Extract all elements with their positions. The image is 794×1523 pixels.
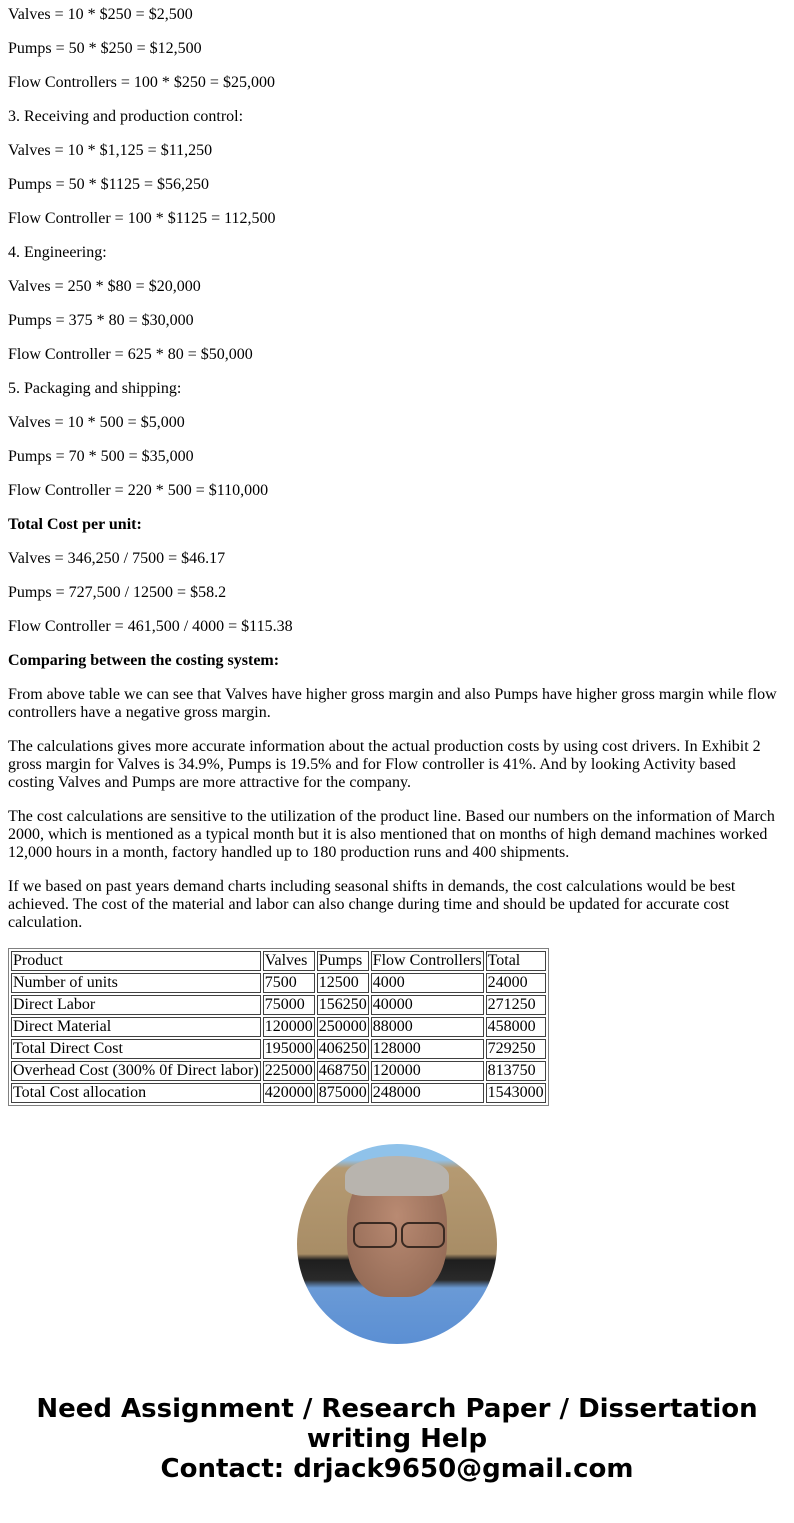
table-cell: 128000 [371, 1039, 484, 1059]
table-row [11, 1039, 546, 1059]
calc-line: 3. Receiving and production control: [8, 108, 244, 125]
paragraph: The calculations gives more accurate information about the actual production costs by using cost drivers. In Exhibit 2 gross margin for Valves is 34.9%, Pumps is 19.5% and for Flow controller is 41%. And by looking Activity based costing Valves and Pumps are more attractive for the company. [8, 738, 761, 791]
table-cell: 729250 [486, 1039, 546, 1059]
table-cell: 1543000 [487, 1084, 544, 1101]
calc-line: 4. Engineering: [8, 244, 107, 261]
total-line: Flow Controller = 461,500 / 4000 = $115.38 [8, 618, 293, 635]
table-cell: 248000 [371, 1083, 484, 1103]
total-cost-lines [8, 550, 786, 636]
table-cell: 7500 [263, 973, 315, 993]
table-row [11, 1083, 546, 1103]
table-cell: 12500 [317, 973, 369, 993]
calc-line: Valves = 10 * 500 = $5,000 [8, 414, 185, 431]
author-photo [297, 1144, 497, 1344]
calc-line: Flow Controller = 220 * 500 = $110,000 [8, 482, 269, 499]
calc-line: Pumps = 70 * 500 = $35,000 [8, 448, 194, 465]
table-row [11, 1061, 546, 1081]
paragraph: The cost calculations are sensitive to the utilization of the product line. Based our numbers on the information of March 2000, which is mentioned as a typical month but it is also mentioned that on months of high demand machines worked 12,000 hours in a month, factory handled up to 180 production runs and 400 shipments. [8, 808, 775, 861]
paragraph: If we based on past years demand charts including seasonal shifts in demands, the cost calculations would be best achieved. The cost of the material and labor can also change during time and should be updated for accurate cost calculation. [8, 878, 736, 931]
table-cell: Flow Controllers [372, 952, 482, 969]
calc-line: Pumps = 50 * $250 = $12,500 [8, 40, 202, 57]
calc-line: Pumps = 50 * $1125 = $56,250 [8, 176, 210, 193]
paragraph: From above table we can see that Valves have higher gross margin and also Pumps have higher gross margin while flow controllers have a negative gross margin. [8, 686, 777, 721]
table-cell: 468750 [318, 1062, 367, 1079]
table-row [11, 995, 546, 1015]
table-cell: Overhead Cost (300% 0f Direct labor) [13, 1062, 259, 1079]
table-cell: Total [486, 951, 546, 971]
total-line: Valves = 346,250 / 7500 = $46.17 [8, 550, 226, 567]
table-cell: Pumps [317, 951, 369, 971]
table-cell: 75000 [263, 995, 315, 1015]
table-cell: 813750 [486, 1061, 546, 1081]
table-cell: 40000 [371, 995, 484, 1015]
table-row [11, 973, 546, 993]
contact-banner [8, 1394, 786, 1484]
glasses-right [401, 1222, 445, 1248]
table-cell: 406250 [318, 1040, 367, 1057]
table-cell: Direct Material [11, 1017, 261, 1037]
table-cell: 4000 [371, 973, 484, 993]
calc-line: Flow Controllers = 100 * $250 = $25,000 [8, 74, 275, 91]
table-cell: Product [11, 951, 261, 971]
table-cell: 88000 [371, 1017, 484, 1037]
calculation-lines [8, 6, 786, 500]
help-text: Need Assignment / Research Paper / Dissertation writing Help [36, 1394, 758, 1454]
comparing-heading: Comparing between the costing system: [8, 652, 280, 669]
total-cost-heading: Total Cost per unit: [8, 516, 142, 533]
contact-email[interactable]: Contact: drjack9650@gmail.com [160, 1454, 634, 1484]
table-row [11, 1017, 546, 1037]
table-cell: 458000 [486, 1017, 546, 1037]
table-cell: 156250 [318, 996, 367, 1013]
table-cell: Total Cost allocation [11, 1083, 261, 1103]
table-cell: 875000 [318, 1084, 367, 1101]
table-cell: Number of units [11, 973, 261, 993]
cost-table [8, 948, 549, 1106]
calc-line: Valves = 10 * $1,125 = $11,250 [8, 142, 213, 159]
table-cell: 120000 [371, 1061, 484, 1081]
table-header-row [11, 951, 546, 971]
table-cell: 120000 [264, 1018, 313, 1035]
calc-line: Valves = 10 * $250 = $2,500 [8, 6, 193, 23]
table-cell: 24000 [486, 973, 546, 993]
total-line: Pumps = 727,500 / 12500 = $58.2 [8, 584, 227, 601]
calc-line: 5. Packaging and shipping: [8, 380, 182, 397]
glasses-left [353, 1222, 397, 1248]
table-cell: 420000 [264, 1084, 313, 1101]
calc-line: Valves = 250 * $80 = $20,000 [8, 278, 201, 295]
hair [345, 1156, 449, 1196]
calc-line: Pumps = 375 * 80 = $30,000 [8, 312, 194, 329]
table-cell: Direct Labor [11, 995, 261, 1015]
table-cell: 195000 [264, 1040, 313, 1057]
calc-line: Flow Controller = 625 * 80 = $50,000 [8, 346, 253, 363]
table-cell: Total Direct Cost [11, 1039, 261, 1059]
comparison-paragraphs [8, 686, 786, 932]
table-cell: Valves [263, 951, 315, 971]
table-cell: 225000 [264, 1062, 313, 1079]
calc-line: Flow Controller = 100 * $1125 = 112,500 [8, 210, 276, 227]
table-cell: 271250 [486, 995, 546, 1015]
table-cell: 250000 [318, 1018, 367, 1035]
